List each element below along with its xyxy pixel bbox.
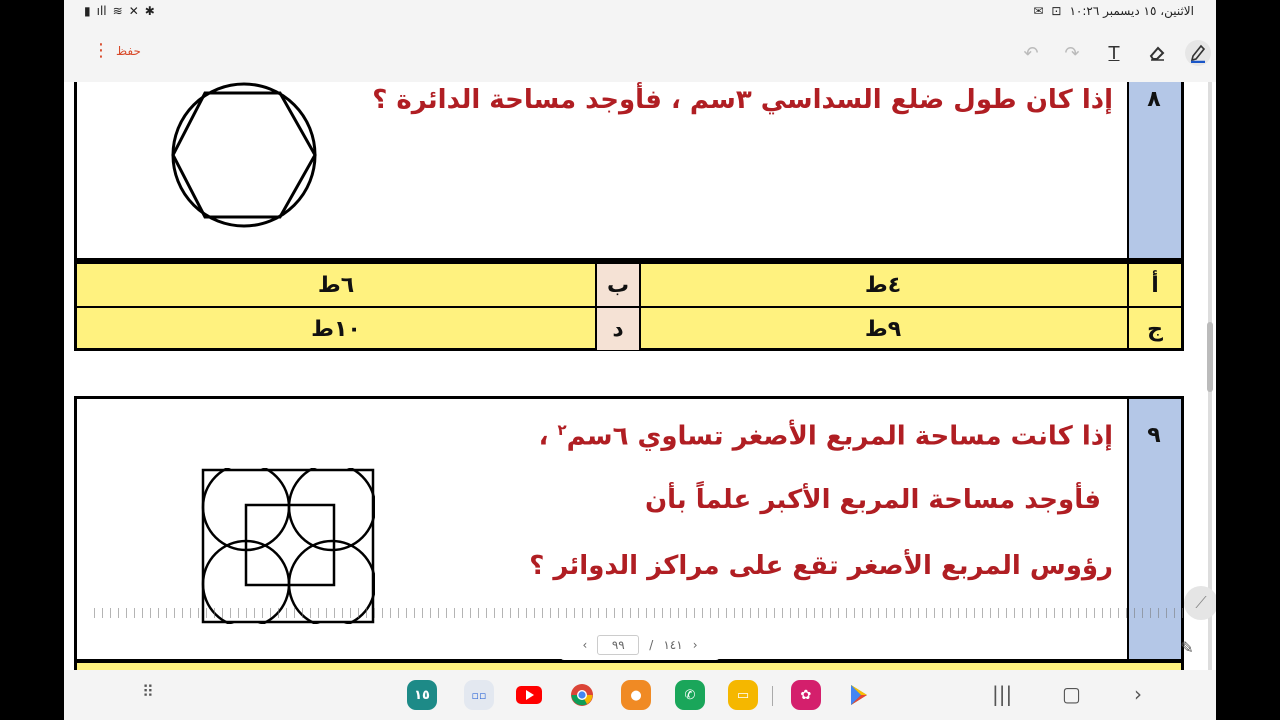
wifi-icon: ≋ [112, 4, 123, 18]
prev-page-icon[interactable]: ‹ [582, 638, 588, 652]
battery-icon: ▮ [84, 4, 91, 18]
answer-value-d[interactable]: ١٠ط [311, 316, 361, 342]
answer-value-b[interactable]: ٦ط [317, 272, 355, 298]
scrollbar-thumb[interactable] [1207, 322, 1213, 392]
next-page-icon[interactable]: › [692, 638, 698, 652]
status-datetime: الاثنين، ١٥ ديسمبر ١٠:٢٦ [1069, 4, 1194, 18]
document-page[interactable] [64, 82, 1216, 670]
question-9-line-3: رؤوس المربع الأصغر تقع على مراكز الدوائر ؟ [529, 551, 1113, 581]
phone-icon[interactable]: ✆ [675, 680, 705, 710]
mute-icon: ✕ [128, 4, 139, 18]
question-9-line-1 [539, 421, 1113, 452]
play-store-icon[interactable] [844, 680, 874, 710]
answer-label-c: ج [1127, 308, 1181, 350]
answer-row-2 [77, 308, 1181, 350]
bluetooth-icon: ✱ [144, 4, 155, 18]
page-separator: / [649, 638, 654, 652]
youtube-icon[interactable] [514, 680, 544, 710]
pen-icon[interactable] [1185, 40, 1211, 66]
more-vertical-icon[interactable]: ⋮ [92, 40, 110, 61]
ruler-guide [94, 608, 1184, 618]
recent-apps-icon[interactable]: ▫▫ [464, 680, 494, 710]
question-8-box [74, 82, 1184, 261]
navigation-bar [64, 670, 1216, 720]
total-pages: ١٤١ [663, 638, 683, 652]
question-9-superscript: ٢ [557, 421, 567, 439]
email-icon: ✉ [1033, 4, 1044, 18]
status-datetime-area [1033, 4, 1194, 18]
hexagon-in-circle-figure [169, 82, 319, 229]
chrome-icon[interactable] [567, 680, 597, 710]
squares-and-circles-figure [201, 468, 375, 624]
answer-value-c[interactable]: ٩ط [864, 316, 902, 342]
recents-button-icon[interactable]: ||| [992, 682, 1013, 706]
question-9-answers [74, 660, 1184, 670]
status-bar [64, 0, 1216, 24]
answer-value-a[interactable]: ٤ط [864, 272, 902, 298]
question-9-line-1-main: إذا كانت مساحة المربع الأصغر تساوي ٦سم [566, 421, 1113, 452]
calendar-app-icon[interactable] [407, 680, 437, 710]
question-8-text: إذا كان طول ضلع السداسي ٣سم ، فأوجد مساحة الدائرة ؟ [372, 85, 1113, 115]
question-9-line-1-end: ، [538, 421, 558, 452]
status-icons [84, 4, 155, 18]
answer-label-a: أ [1127, 264, 1181, 306]
signal-icon: ıll [96, 4, 107, 18]
back-button-icon[interactable]: › [1134, 682, 1142, 706]
editor-toolbar [64, 24, 1216, 82]
home-button-icon[interactable]: ▢ [1062, 682, 1081, 706]
dock-divider [772, 686, 773, 706]
undo-icon[interactable]: ↶ [1023, 42, 1039, 64]
edit-document-icon[interactable]: ✎ [1180, 637, 1194, 657]
redo-icon[interactable]: ↷ [1064, 42, 1080, 64]
eraser-icon[interactable] [1144, 40, 1170, 66]
app-drawer-icon[interactable]: ⠿ [142, 682, 154, 701]
contacts-icon[interactable]: ● [621, 680, 651, 710]
text-tool-icon[interactable]: T [1108, 42, 1120, 64]
question-8-answers [74, 261, 1184, 351]
question-9-number: ٩ [1147, 423, 1161, 448]
question-9-line-2: فأوجد مساحة المربع الأكبر علماً بأن [644, 485, 1101, 515]
answer-label-b: ب [595, 264, 641, 306]
floating-pen-icon[interactable]: ⟋ [1184, 586, 1216, 620]
current-page-input[interactable]: ٩٩ [597, 635, 639, 655]
question-8-number: ٨ [1147, 87, 1161, 112]
question-9-box [74, 396, 1184, 662]
calendar-day: ١٥ [414, 687, 430, 703]
answer-row-1 [77, 264, 1181, 306]
notes-icon[interactable]: ▭ [728, 680, 758, 710]
screen-record-icon: ⊡ [1051, 4, 1062, 18]
flower-app-icon[interactable]: ✿ [791, 680, 821, 710]
tablet-screen [64, 0, 1216, 720]
save-button[interactable]: حفظ [116, 44, 141, 58]
page-navigator [560, 630, 720, 660]
answer-label-d: د [595, 308, 641, 350]
